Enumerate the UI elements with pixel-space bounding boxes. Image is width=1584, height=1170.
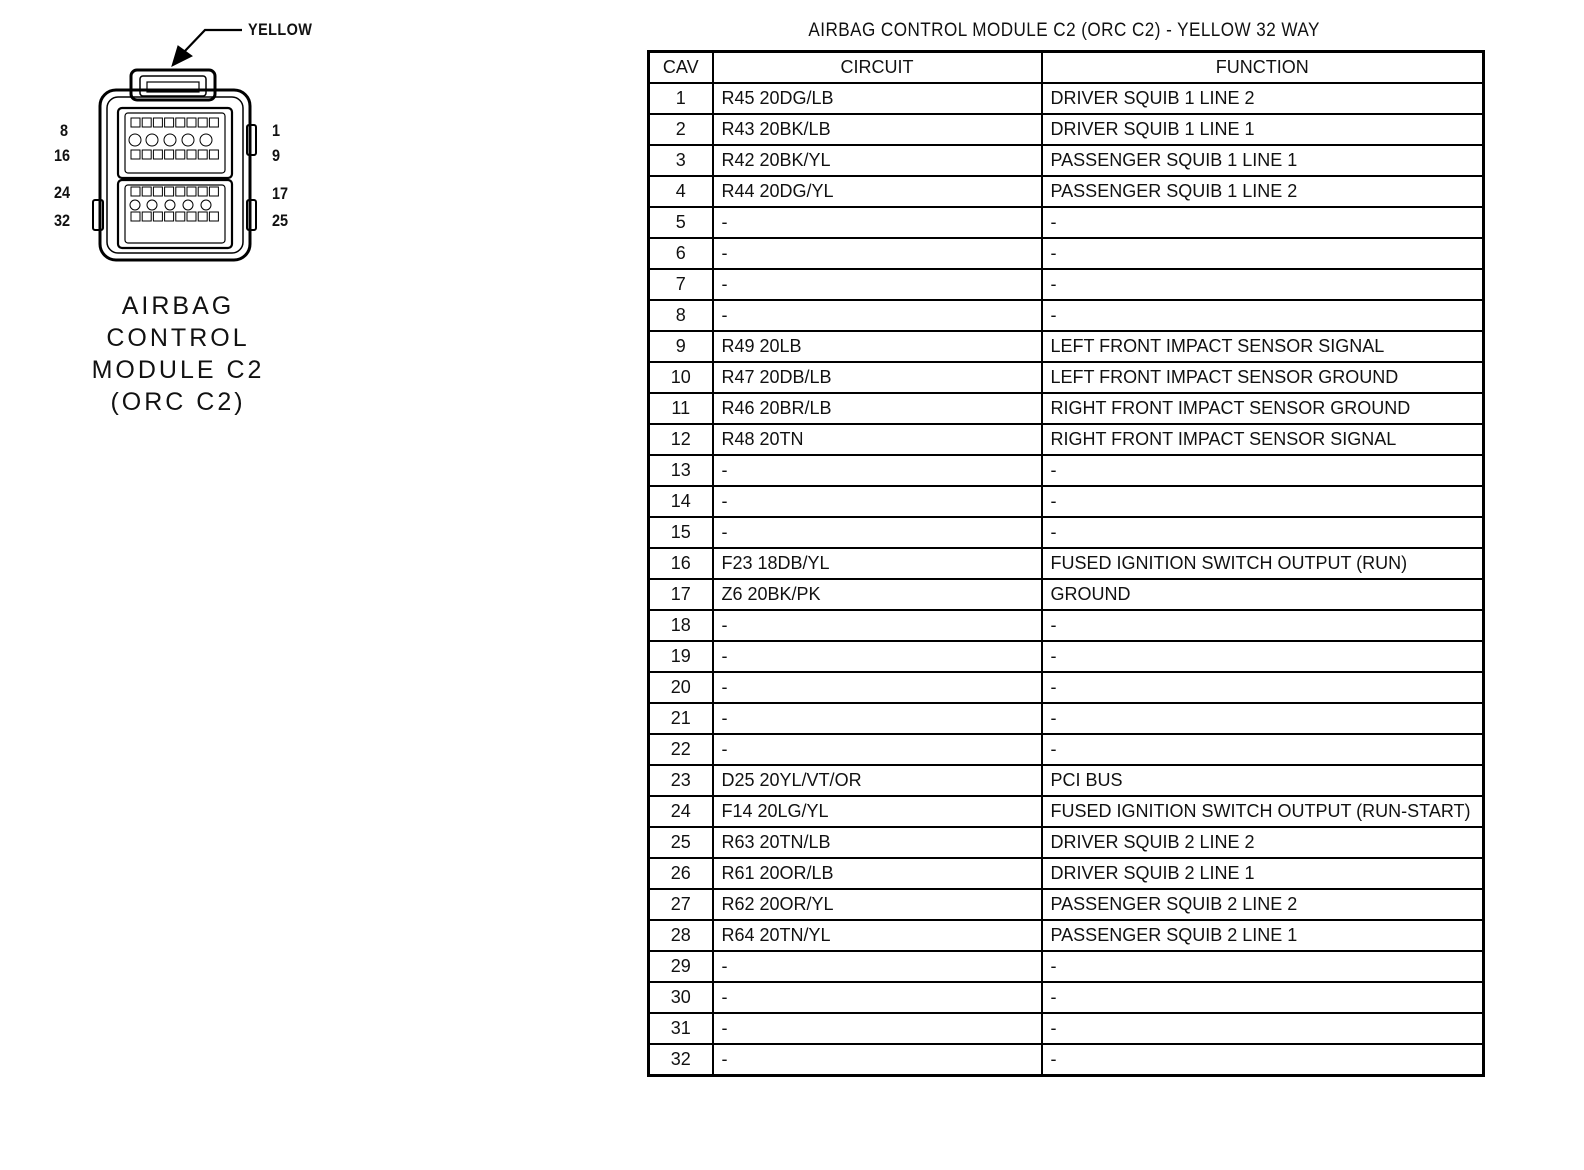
function-cell: - <box>1042 672 1484 703</box>
function-cell: PASSENGER SQUIB 1 LINE 1 <box>1042 145 1484 176</box>
table-title <box>647 20 1482 42</box>
function-cell: - <box>1042 703 1484 734</box>
cavity-cell <box>187 118 196 127</box>
table-row <box>649 331 1484 362</box>
function-cell: - <box>1042 1013 1484 1044</box>
cavity-cell <box>131 150 140 159</box>
function-cell: - <box>1042 269 1484 300</box>
cavity-cell <box>198 118 207 127</box>
cav-cell: 31 <box>649 1013 713 1044</box>
cav-cell: 2 <box>649 114 713 145</box>
terminal-cavity <box>165 200 175 210</box>
cav-cell: 20 <box>649 672 713 703</box>
function-cell: RIGHT FRONT IMPACT SENSOR GROUND <box>1042 393 1484 424</box>
table-row <box>649 703 1484 734</box>
function-cell: - <box>1042 238 1484 269</box>
cavity-cell <box>209 150 218 159</box>
circuit-cell: D25 20YL/VT/OR <box>713 765 1042 796</box>
cavity-cell <box>153 212 162 221</box>
circuit-cell: - <box>713 269 1042 300</box>
cavity-cell <box>198 212 207 221</box>
table-row <box>649 486 1484 517</box>
function-cell: - <box>1042 455 1484 486</box>
circuit-cell: - <box>713 238 1042 269</box>
circuit-cell: - <box>713 672 1042 703</box>
cavity-cell <box>209 118 218 127</box>
header-function: FUNCTION <box>1042 52 1484 84</box>
table-row <box>649 424 1484 455</box>
function-cell: LEFT FRONT IMPACT SENSOR SIGNAL <box>1042 331 1484 362</box>
table-body <box>649 83 1484 1076</box>
function-cell: LEFT FRONT IMPACT SENSOR GROUND <box>1042 362 1484 393</box>
function-cell: PASSENGER SQUIB 2 LINE 2 <box>1042 889 1484 920</box>
table-row <box>649 889 1484 920</box>
table-row <box>649 517 1484 548</box>
cav-cell: 5 <box>649 207 713 238</box>
cavity-cell <box>176 118 185 127</box>
cavity-cell <box>187 212 196 221</box>
table-row <box>649 548 1484 579</box>
cavity-cell <box>209 212 218 221</box>
table-row <box>649 672 1484 703</box>
circuit-cell: R49 20LB <box>713 331 1042 362</box>
cav-cell: 29 <box>649 951 713 982</box>
table-row <box>649 362 1484 393</box>
function-cell: DRIVER SQUIB 2 LINE 2 <box>1042 827 1484 858</box>
pin-label-17: 17 <box>272 184 289 203</box>
cav-cell: 16 <box>649 548 713 579</box>
circuit-cell: - <box>713 703 1042 734</box>
terminal-cavity <box>129 134 141 146</box>
pin-label-8: 8 <box>60 121 69 140</box>
cav-cell: 21 <box>649 703 713 734</box>
cav-cell: 30 <box>649 982 713 1013</box>
function-cell: DRIVER SQUIB 1 LINE 2 <box>1042 83 1484 114</box>
pin-label-24: 24 <box>54 183 71 202</box>
function-cell: PASSENGER SQUIB 1 LINE 2 <box>1042 176 1484 207</box>
table-row <box>649 238 1484 269</box>
cav-cell: 24 <box>649 796 713 827</box>
cavity-cell <box>142 187 151 196</box>
circuit-cell: F14 20LG/YL <box>713 796 1042 827</box>
table-row <box>649 83 1484 114</box>
cav-cell: 4 <box>649 176 713 207</box>
connector-cavity-grid <box>129 118 218 221</box>
header-cav: CAV <box>649 52 713 84</box>
circuit-cell: - <box>713 1013 1042 1044</box>
terminal-cavity <box>200 134 212 146</box>
cav-cell: 23 <box>649 765 713 796</box>
cav-cell: 32 <box>649 1044 713 1076</box>
cavity-cell <box>176 187 185 196</box>
table-row <box>649 145 1484 176</box>
cavity-cell <box>165 187 174 196</box>
function-cell: - <box>1042 982 1484 1013</box>
function-cell: FUSED IGNITION SWITCH OUTPUT (RUN) <box>1042 548 1484 579</box>
cavity-cell <box>131 212 140 221</box>
circuit-cell: - <box>713 455 1042 486</box>
cavity-cell <box>198 187 207 196</box>
function-cell: PCI BUS <box>1042 765 1484 796</box>
table-row <box>649 641 1484 672</box>
color-callout-label: YELLOW <box>248 20 313 39</box>
function-cell: - <box>1042 486 1484 517</box>
yellow-callout-arrow <box>172 30 242 66</box>
cav-cell: 14 <box>649 486 713 517</box>
cav-cell: 27 <box>649 889 713 920</box>
table-row <box>649 951 1484 982</box>
table-row <box>649 1013 1484 1044</box>
table-row <box>649 765 1484 796</box>
function-cell: RIGHT FRONT IMPACT SENSOR SIGNAL <box>1042 424 1484 455</box>
cav-cell: 26 <box>649 858 713 889</box>
circuit-cell: R64 20TN/YL <box>713 920 1042 951</box>
circuit-cell: R47 20DB/LB <box>713 362 1042 393</box>
circuit-cell: Z6 20BK/PK <box>713 579 1042 610</box>
cav-cell: 25 <box>649 827 713 858</box>
cavity-cell <box>142 118 151 127</box>
circuit-cell: R62 20OR/YL <box>713 889 1042 920</box>
pin-label-16: 16 <box>54 146 71 165</box>
cavity-cell <box>198 150 207 159</box>
function-cell: DRIVER SQUIB 1 LINE 1 <box>1042 114 1484 145</box>
cavity-cell <box>131 118 140 127</box>
cavity-cell <box>165 118 174 127</box>
circuit-cell: - <box>713 610 1042 641</box>
caption-line: (ORC C2) <box>110 388 246 416</box>
pinout-table <box>647 50 1485 1077</box>
cav-cell: 8 <box>649 300 713 331</box>
function-cell: - <box>1042 1044 1484 1076</box>
circuit-cell: R61 20OR/LB <box>713 858 1042 889</box>
cavity-cell <box>176 150 185 159</box>
connector-body <box>93 70 256 260</box>
table-row <box>649 300 1484 331</box>
cavity-cell <box>187 150 196 159</box>
circuit-cell: R48 20TN <box>713 424 1042 455</box>
table-row <box>649 114 1484 145</box>
pin-label-32: 32 <box>54 211 71 230</box>
function-cell: - <box>1042 207 1484 238</box>
table-row <box>649 393 1484 424</box>
circuit-cell: - <box>713 486 1042 517</box>
header-circuit: CIRCUIT <box>713 52 1042 84</box>
circuit-cell: - <box>713 982 1042 1013</box>
cavity-cell <box>165 212 174 221</box>
circuit-cell: R42 20BK/YL <box>713 145 1042 176</box>
circuit-cell: R45 20DG/LB <box>713 83 1042 114</box>
circuit-cell: R46 20BR/LB <box>713 393 1042 424</box>
cav-cell: 11 <box>649 393 713 424</box>
table-row <box>649 610 1484 641</box>
cav-cell: 1 <box>649 83 713 114</box>
table-row <box>649 1044 1484 1076</box>
circuit-cell: R43 20BK/LB <box>713 114 1042 145</box>
pin-label-1: 1 <box>272 121 281 140</box>
table-row <box>649 579 1484 610</box>
circuit-cell: - <box>713 1044 1042 1076</box>
table-row <box>649 455 1484 486</box>
table-row <box>649 920 1484 951</box>
circuit-cell: - <box>713 734 1042 765</box>
table-row <box>649 734 1484 765</box>
terminal-cavity <box>164 134 176 146</box>
cav-cell: 3 <box>649 145 713 176</box>
cavity-cell <box>153 187 162 196</box>
function-cell: - <box>1042 517 1484 548</box>
circuit-cell: R44 20DG/YL <box>713 176 1042 207</box>
circuit-cell: - <box>713 207 1042 238</box>
function-cell: - <box>1042 951 1484 982</box>
caption-line: MODULE C2 <box>91 356 265 384</box>
circuit-cell: - <box>713 951 1042 982</box>
cav-cell: 22 <box>649 734 713 765</box>
cav-cell: 15 <box>649 517 713 548</box>
terminal-cavity <box>201 200 211 210</box>
table-row <box>649 827 1484 858</box>
function-cell: - <box>1042 610 1484 641</box>
cavity-cell <box>153 150 162 159</box>
cavity-cell <box>165 150 174 159</box>
cav-cell: 12 <box>649 424 713 455</box>
table-row <box>649 796 1484 827</box>
table-row <box>649 176 1484 207</box>
cavity-cell <box>153 118 162 127</box>
pin-label-9: 9 <box>272 146 281 165</box>
circuit-cell: R63 20TN/LB <box>713 827 1042 858</box>
table-header-row <box>649 52 1484 84</box>
table-row <box>649 207 1484 238</box>
cav-cell: 19 <box>649 641 713 672</box>
circuit-cell: - <box>713 641 1042 672</box>
function-cell: PASSENGER SQUIB 2 LINE 1 <box>1042 920 1484 951</box>
cavity-cell <box>187 187 196 196</box>
cavity-cell <box>209 187 218 196</box>
function-cell: - <box>1042 641 1484 672</box>
cavity-cell <box>176 212 185 221</box>
cav-cell: 10 <box>649 362 713 393</box>
cavity-cell <box>131 187 140 196</box>
cav-cell: 28 <box>649 920 713 951</box>
function-cell: DRIVER SQUIB 2 LINE 1 <box>1042 858 1484 889</box>
cav-cell: 7 <box>649 269 713 300</box>
terminal-cavity <box>147 200 157 210</box>
cavity-cell <box>142 150 151 159</box>
terminal-cavity <box>182 134 194 146</box>
table-title-text: AIRBAG CONTROL MODULE C2 (ORC C2) - YELLOW 32 WAY <box>808 20 1321 41</box>
cav-cell: 13 <box>649 455 713 486</box>
table-row <box>649 982 1484 1013</box>
function-cell: - <box>1042 734 1484 765</box>
cav-cell: 18 <box>649 610 713 641</box>
cav-cell: 17 <box>649 579 713 610</box>
table-row <box>649 269 1484 300</box>
terminal-cavity <box>130 200 140 210</box>
circuit-cell: - <box>713 517 1042 548</box>
caption-line: CONTROL <box>106 324 250 352</box>
terminal-cavity <box>183 200 193 210</box>
cav-cell: 9 <box>649 331 713 362</box>
caption-line: AIRBAG <box>121 292 235 320</box>
circuit-cell: F23 18DB/YL <box>713 548 1042 579</box>
function-cell: - <box>1042 300 1484 331</box>
circuit-cell: - <box>713 300 1042 331</box>
module-caption <box>60 290 296 418</box>
cavity-cell <box>142 212 151 221</box>
function-cell: FUSED IGNITION SWITCH OUTPUT (RUN-START) <box>1042 796 1484 827</box>
cav-cell: 6 <box>649 238 713 269</box>
table-row <box>649 858 1484 889</box>
terminal-cavity <box>146 134 158 146</box>
function-cell: GROUND <box>1042 579 1484 610</box>
pin-label-25: 25 <box>272 211 289 230</box>
